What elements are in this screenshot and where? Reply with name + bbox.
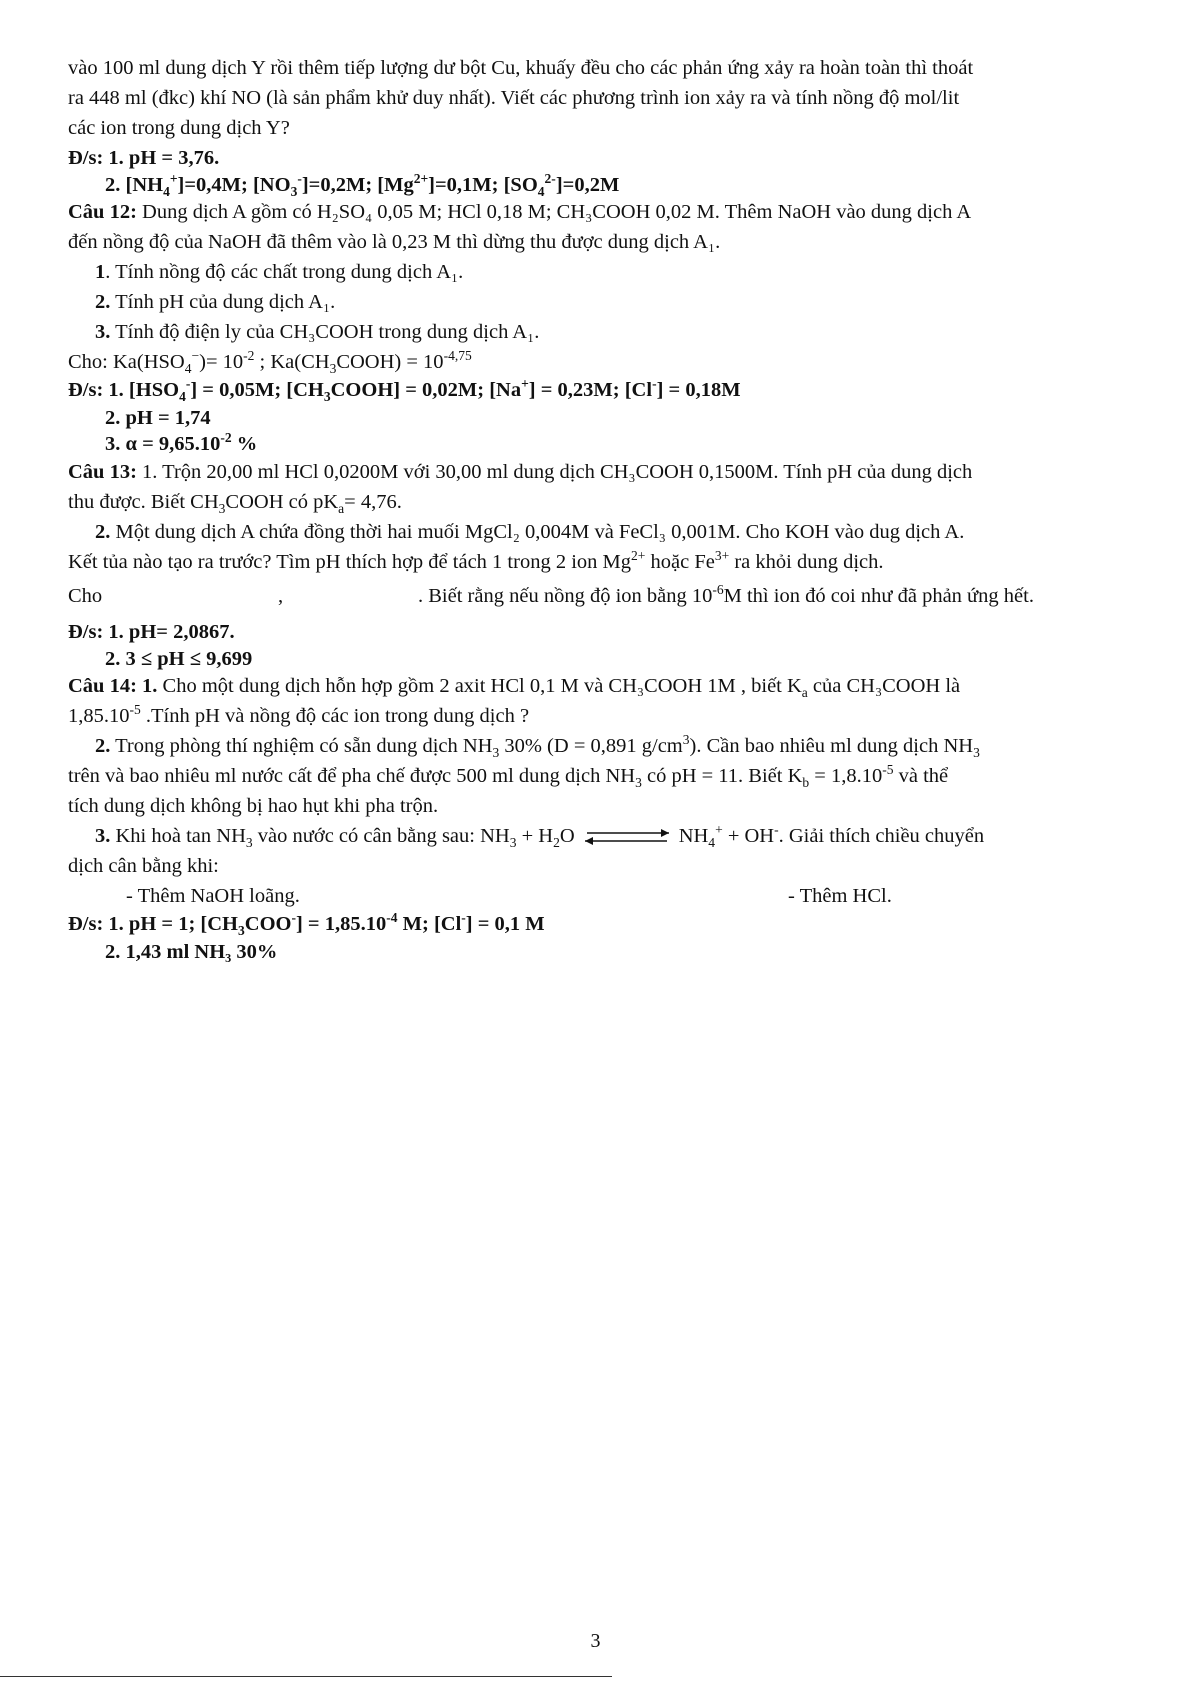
- list-item: - Thêm NaOH loãng.: [126, 885, 300, 907]
- text-line: đến nồng độ của NaOH đã thêm vào là 0,23 M thì dừng thu được dung dịch A₁.: [68, 231, 721, 253]
- sub-question: 2. Một dung dịch A chứa đồng thời hai muối MgCl₂ 0,004M và FeCl₃ 0,001M. Cho KOH vào dug dịch A.: [95, 521, 965, 543]
- text-line: các ion trong dung dịch Y?: [68, 117, 290, 139]
- answer-line: Đ/s: 1. pH = 3,76.: [68, 147, 220, 169]
- text-line: tích dung dịch không bị hao hụt khi pha trộn.: [68, 795, 439, 817]
- answer-line: 2. $[NH_4^+]=0,4M$; $[NO_3^-]=0,2M$; $[Mg^{2+}]=0,1M$; $[SO_4^{2-}]=0,2M$: [105, 171, 620, 200]
- text-line: . Biết rằng nếu nồng độ ion bằng $10^{-6}M$ thì ion đó coi như đã phản ứng hết.: [418, 582, 1034, 607]
- text-line: dịch cân bằng khi:: [68, 855, 219, 877]
- sub-question: 2. Tính pH của dung dịch A₁.: [95, 291, 336, 313]
- question-label: Câu 14: 1.: [68, 675, 158, 697]
- answer-line: 3. $\alpha = 9,65.10^{-2}$ %: [105, 430, 258, 455]
- answer-line: Đ/s: 1. pH= 2,0867.: [68, 621, 235, 643]
- given-constants: Cho: $Ka(HSO_4^-)= 10^{-2}$ ; $Ka(CH_3COOH) = 10^{-4,75}$: [68, 348, 472, 377]
- question-14: Câu 14: 1. Cho một dung dịch hỗn hợp gồm 2 axit HCl 0,1 M và CH₃COOH 1M , biết $K_a$ của CH₃COOH là: [68, 675, 961, 701]
- answer-line: 2. 1,43 ml NH₃ 30%: [105, 941, 278, 963]
- text-line: vào 100 ml dung dịch Y rồi thêm tiếp lượng dư bột Cu, khuấy đều cho các phản ứng xảy ra hoàn toàn thì thoát: [68, 57, 974, 79]
- text-line: thu được. Biết $CH_3COOH$ có $pK_a= 4,76$.: [68, 491, 402, 517]
- footer-divider: [0, 1676, 612, 1677]
- answer-line: Đ/s: 1. pH = 1; $[CH_3COO^-] = 1,85.10^{-4}$ M; [Cl-] = 0,1 M: [68, 910, 545, 939]
- question-label: Câu 13:: [68, 461, 137, 483]
- page-number: 3: [590, 1630, 601, 1652]
- answer-line: Đ/s: 1. $[HSO_4^-] = 0,05M$; $[CH_3COOH] = 0,02M$; [Na+] = 0,23M; [Cl-] = 0,18M: [68, 376, 741, 405]
- text-line: trên và bao nhiêu ml nước cất để pha chế được 500 ml dung dịch $NH_3$ có pH = 11. Biết $K_b = 1,8.10^{-5}$ và thể: [68, 762, 949, 791]
- text-line: $1,85.10^{-5}$ .Tính pH và nồng độ các ion trong dung dịch ?: [68, 702, 530, 727]
- text-line: Kết tủa nào tạo ra trước? Tìm pH thích hợp để tách 1 trong 2 ion $Mg^{2+}$ hoặc $Fe^{3+}$ ra khỏi dung dịch.: [68, 548, 884, 573]
- sub-question: 3. Khi hoà $\tan NH_3$ vào nước có cân bằng sau: $NH_3 + H_2O$ $NH_4^+ + OH^-$. Giải thích chiều chuyển: [95, 822, 985, 851]
- question-13: Câu 13: 1. Trộn 20,00 ml HCl 0,0200M với 30,00 ml dung dịch CH₃COOH 0,1500M. Tính pH của dung dịch: [68, 461, 973, 483]
- sub-question: 3. Tính độ điện ly của CH₃COOH trong dung dịch A₁.: [95, 321, 540, 343]
- list-item: - Thêm HCl.: [788, 885, 892, 907]
- question-label: Câu 12:: [68, 201, 137, 223]
- sub-question: 1. Tính nồng độ các chất trong dung dịch A₁.: [95, 261, 464, 283]
- equilibrium-arrows-icon: [581, 827, 673, 847]
- answer-line: 2. 3 ≤ pH ≤ 9,699: [105, 648, 253, 670]
- sub-question: 2. Trong phòng thí nghiệm có sẵn dung dịch $NH_3$ 30% (D = 0,891 $g/cm^3$). Cần bao nhiêu ml dung dịch $NH_3$: [95, 732, 980, 761]
- answer-line: 2. pH = 1,74: [105, 407, 211, 429]
- question-12: Câu 12: Dung dịch A gồm có H₂SO₄ 0,05 M; HCl 0,18 M; CH₃COOH 0,02 M. Thêm NaOH vào dung dịch A: [68, 201, 972, 223]
- given-line: Cho: [68, 585, 103, 607]
- given-line-comma: ,: [278, 585, 284, 607]
- text-line: ra 448 ml (đkc) khí NO (là sản phẩm khử duy nhất). Viết các phương trình ion xảy ra và tính nồng độ mol/lit: [68, 87, 960, 109]
